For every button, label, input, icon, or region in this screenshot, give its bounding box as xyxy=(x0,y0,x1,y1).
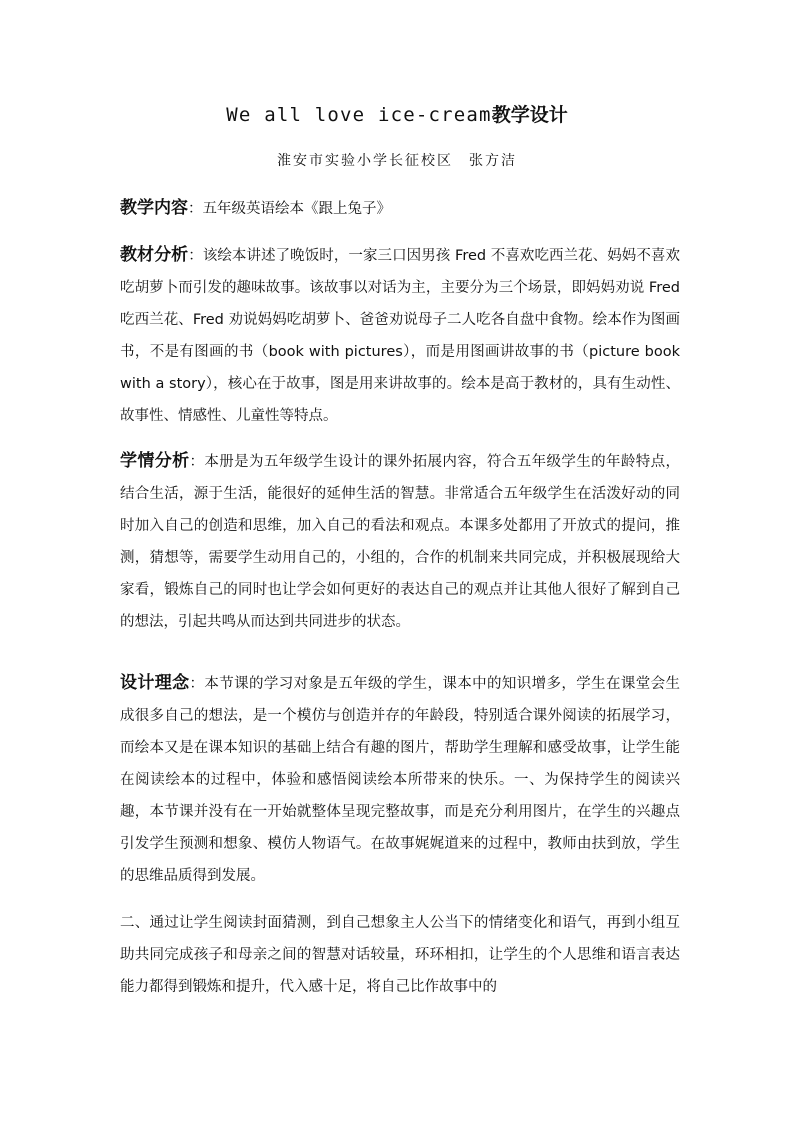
section-heading: 教材分析 xyxy=(120,245,189,265)
title-chinese: 教学设计 xyxy=(491,104,568,126)
document-title xyxy=(0,100,794,127)
section-text: 五年级英语绘本《跟上兔子》 xyxy=(202,201,391,217)
section-text: 该绘本讲述了晚饭时，一家三口因男孩 Fred 不喜欢吃西兰花、妈妈不喜欢吃胡萝卜而引发的趣味故事。该故事以对话为主，主要分为三个场景，即妈妈劝说 Fred 吃西兰花、Fred 劝说妈妈吃胡萝卜、爸爸劝说母子二人吃各自盘中食物。绘本作为图画书，不是有图画的书（book with pictures），而是用图画讲故事的书（picture book with a story），核心在于故事，图是用来讲故事的。绘本是高于教材的，具有生动性、故事性、情感性、儿童性等特点。 xyxy=(120,248,680,424)
section-point-two xyxy=(120,907,680,1003)
title-english: We all love ice-cream xyxy=(226,104,492,126)
section-text: 本册是为五年级学生设计的课外拓展内容，符合五年级学生的年龄特点，结合生活，源于生活，能很好的延伸生活的智慧。非常适合五年级学生在活泼好动的同时加入自己的创造和思维，加入自己的看法和观点。本课多处都用了开放式的提问，推测，猜想等，需要学生动用自己的，小组的，合作的机制来共同完成，并积极展现给大家看，锻炼自己的同时也让学会如何更好的表达自己的观点并让其他人很好了解到自己的想法，引起共鸣从而达到共同进步的状态。 xyxy=(120,454,680,630)
heading-colon: ： xyxy=(188,201,203,217)
section-material-analysis xyxy=(120,239,680,432)
heading-colon: ： xyxy=(189,454,205,470)
section-heading: 学情分析 xyxy=(120,451,190,471)
section-text: 二、通过让学生阅读封面猜测，到自己想象主人公当下的情绪变化和语气，再到小组互助共同完成孩子和母亲之间的智慧对话较量，环环相扣，让学生的个人思维和语言表达能力都得到锻炼和提升，代入感十足，将自己比作故事中的 xyxy=(120,915,680,995)
section-heading: 设计理念 xyxy=(120,673,190,693)
heading-colon: ： xyxy=(188,248,203,264)
author-name: 张方洁 xyxy=(469,153,517,169)
section-text: 本节课的学习对象是五年级的学生，课本中的知识增多，学生在课堂会生成很多自己的想法，是一个模仿与创造并存的年龄段，特别适合课外阅读的拓展学习，而绘本又是在课本知识的基础上结合有趣的图片，帮助学生理解和感受故事，让学生能在阅读绘本的过程中，体验和感悟阅读绘本所带来的快乐。一、为保持学生的阅读兴趣，本节课并没有在一开始就整体呈现完整故事，而是充分利用图片，在学生的兴趣点引发学生预测和想象、模仿人物语气。在故事娓娓道来的过程中，教师由扶到放，学生的思维品质得到发展。 xyxy=(120,676,680,884)
author-line xyxy=(0,150,794,170)
heading-colon: ： xyxy=(189,676,205,692)
section-learner-analysis xyxy=(120,445,680,638)
section-design-concept xyxy=(120,667,680,892)
school-name: 淮安市实验小学长征校区 xyxy=(277,153,453,169)
section-teaching-content xyxy=(120,192,680,225)
section-heading: 教学内容 xyxy=(120,198,188,218)
